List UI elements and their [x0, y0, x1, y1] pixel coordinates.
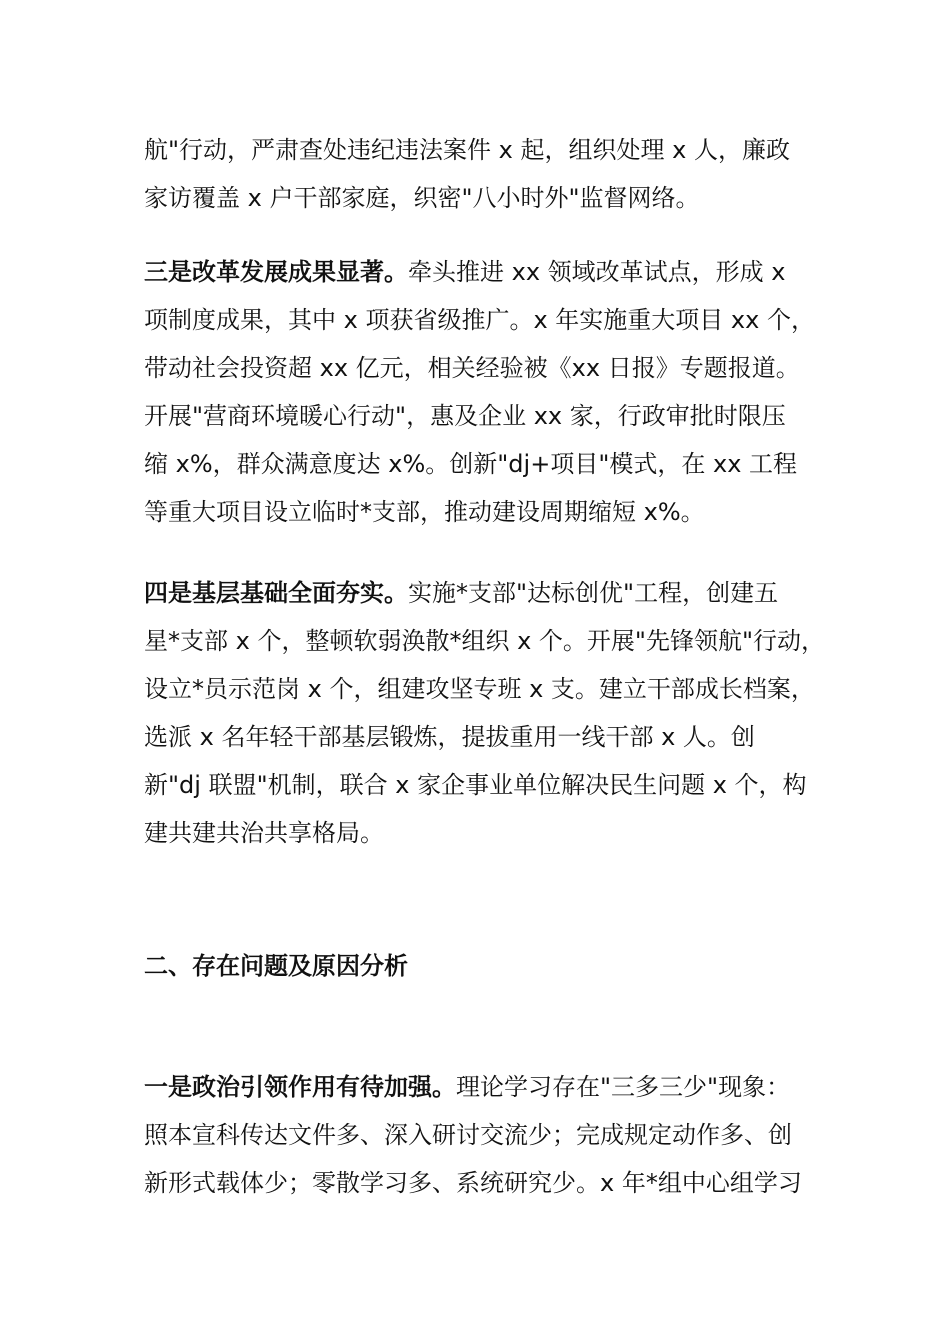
text-line: 新"dj 联盟"机制，联合 x 家企事业单位解决民生问题 x 个，构 [144, 771, 807, 799]
text-line: 等重大项目设立临时*支部，推动建设周期缩短 x%。 [144, 498, 705, 526]
text-segment: 牵头推进 xx 领域改革试点，形成 x [408, 258, 786, 286]
text-line: 项制度成果，其中 x 项获省级推广。x 年实施重大项目 xx 个， [144, 306, 815, 334]
paragraph-political-leadership [144, 1063, 816, 1207]
paragraph-grassroots-foundation [144, 569, 825, 857]
text-line: 设立*员示范岗 x 个，组建攻坚专班 x 支。建立干部成长档案， [144, 675, 815, 703]
text-line: 选派 x 名年轻干部基层锻炼，提拔重用一线干部 x 人。创 [144, 723, 755, 751]
text-line [144, 248, 816, 296]
section-heading [144, 942, 816, 990]
text-line: 建共建共治共享格局。 [144, 819, 384, 847]
paragraph-lead-heading: 四是基层基础全面夯实。 [144, 579, 408, 607]
text-line [144, 1063, 816, 1111]
text-line: 家访覆盖 x 户干部家庭，织密"八小时外"监督网络。 [144, 184, 700, 212]
text-line: 照本宣科传达文件多、深入研讨交流少；完成规定动作多、创 [144, 1121, 792, 1149]
paragraph-lead-heading: 三是改革发展成果显著。 [144, 258, 408, 286]
text-line: 新形式载体少；零散学习多、系统研究少。x 年*组中心组学习 [144, 1169, 802, 1197]
text-line: 航"行动，严肃查处违纪违法案件 x 起，组织处理 x 人，廉政 [144, 136, 790, 164]
text-line: 带动社会投资超 xx 亿元，相关经验被《xx 日报》专题报道。 [144, 354, 800, 382]
text-segment: 理论学习存在"三多三少"现象： [456, 1073, 791, 1101]
text-line: 星*支部 x 个，整顿软弱涣散*组织 x 个。开展"先锋领航"行动， [144, 627, 825, 655]
paragraph-supervision [144, 126, 816, 222]
text-line [144, 569, 816, 617]
paragraph-reform-achievements [144, 248, 816, 536]
text-line: 开展"营商环境暖心行动"，惠及企业 xx 家，行政审批时限压 [144, 402, 786, 430]
paragraph-lead-heading: 一是政治引领作用有待加强。 [144, 1073, 456, 1101]
text-line: 缩 x%，群众满意度达 x%。创新"dj+项目"模式，在 xx 工程 [144, 450, 798, 478]
text-segment: 实施*支部"达标创优"工程，创建五 [408, 579, 779, 607]
section-heading-text: 二、存在问题及原因分析 [144, 952, 408, 980]
